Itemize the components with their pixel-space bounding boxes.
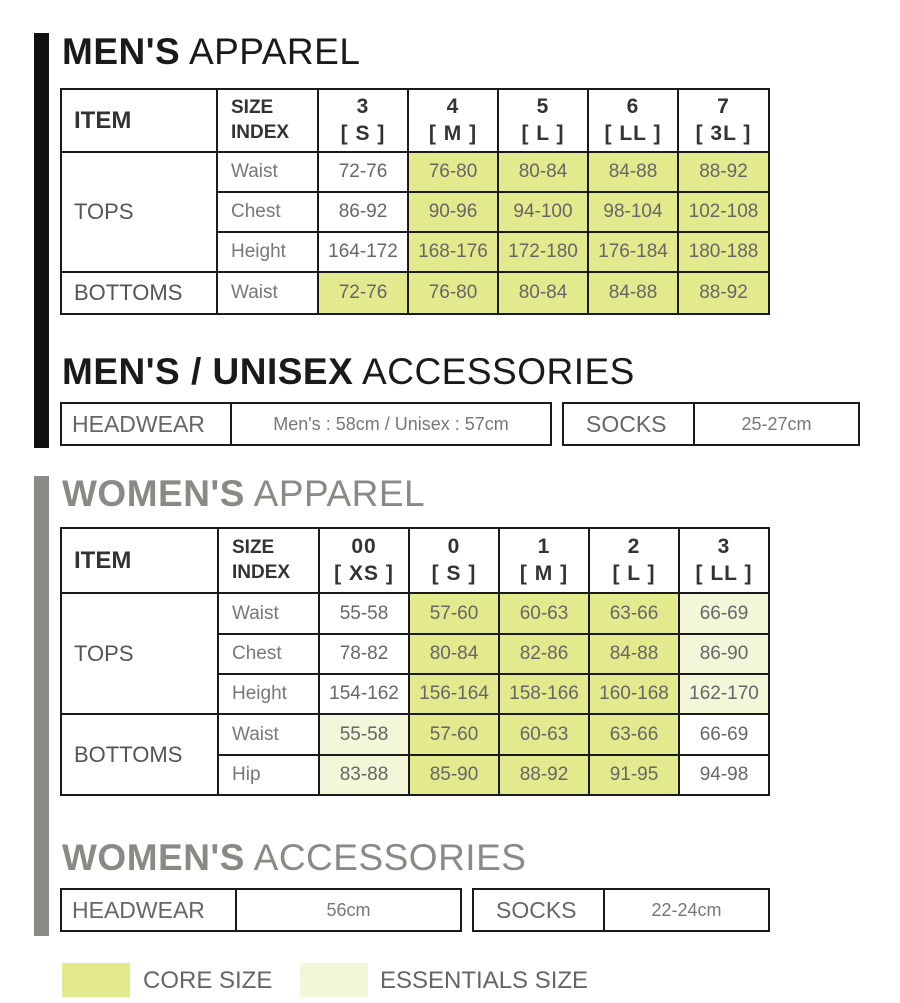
womens-accessories-heading: WOMEN'S ACCESSORIES — [62, 837, 527, 878]
size-cell: 94-100 — [498, 192, 588, 232]
table-row — [61, 714, 769, 755]
size-header: 6 [ LL ] — [588, 89, 678, 152]
size-cell: 168-176 — [408, 232, 498, 272]
table-row — [61, 152, 769, 192]
womens-socks-table — [472, 888, 770, 932]
size-cell: 90-96 — [408, 192, 498, 232]
size-cell: 94-98 — [679, 755, 769, 795]
size-cell: 76-80 — [408, 272, 498, 314]
mens-headwear-table — [60, 402, 552, 446]
size-header: 0 [ S ] — [409, 528, 499, 593]
size-cell: 164-172 — [318, 232, 408, 272]
measure-label: Hip — [218, 755, 319, 795]
size-cell: 57-60 — [409, 593, 499, 634]
size-cell: 84-88 — [588, 152, 678, 192]
size-cell: 57-60 — [409, 714, 499, 755]
size-cell: 82-86 — [499, 634, 589, 674]
measure-label: Waist — [218, 593, 319, 634]
headwear-label: HEADWEAR — [61, 889, 236, 931]
size-header: 00 [ XS ] — [319, 528, 409, 593]
size-cell: 63-66 — [589, 593, 679, 634]
size-cell: 162-170 — [679, 674, 769, 714]
bottoms-category: BOTTOMS — [61, 714, 218, 795]
size-cell: 78-82 — [319, 634, 409, 674]
measure-label: Height — [218, 674, 319, 714]
size-cell: 156-164 — [409, 674, 499, 714]
size-cell: 85-90 — [409, 755, 499, 795]
bottoms-category: BOTTOMS — [61, 272, 217, 314]
measure-label: Waist — [217, 152, 318, 192]
size-cell: 98-104 — [588, 192, 678, 232]
size-header: 2 [ L ] — [589, 528, 679, 593]
size-cell: 86-90 — [679, 634, 769, 674]
mens-apparel-heading: MEN'S APPAREL — [62, 31, 361, 72]
item-header: ITEM — [61, 528, 218, 593]
socks-label: SOCKS — [473, 889, 604, 931]
size-cell: 160-168 — [589, 674, 679, 714]
womens-section-bar — [34, 476, 49, 936]
size-cell: 60-63 — [499, 593, 589, 634]
mens-section-bar — [34, 33, 49, 448]
size-cell: 176-184 — [588, 232, 678, 272]
socks-value: 22-24cm — [604, 889, 769, 931]
size-cell: 154-162 — [319, 674, 409, 714]
size-cell: 102-108 — [678, 192, 769, 232]
essentials-size-swatch — [300, 963, 368, 997]
size-index-header: SIZE INDEX — [218, 528, 319, 593]
size-header: 1 [ M ] — [499, 528, 589, 593]
tops-category: TOPS — [61, 593, 218, 714]
table-row — [61, 593, 769, 634]
measure-label: Chest — [218, 634, 319, 674]
size-cell: 180-188 — [678, 232, 769, 272]
tops-category: TOPS — [61, 152, 217, 272]
item-header: ITEM — [61, 89, 217, 152]
size-cell: 88-92 — [678, 152, 769, 192]
core-size-label: CORE SIZE — [143, 967, 273, 994]
measure-label: Waist — [218, 714, 319, 755]
size-cell: 91-95 — [589, 755, 679, 795]
measure-label: Height — [217, 232, 318, 272]
table-row — [61, 272, 769, 314]
size-header: 3 [ S ] — [318, 89, 408, 152]
size-cell: 72-76 — [318, 272, 408, 314]
size-header: 3 [ LL ] — [679, 528, 769, 593]
size-cell: 80-84 — [409, 634, 499, 674]
socks-label: SOCKS — [563, 403, 694, 445]
size-cell: 55-58 — [319, 593, 409, 634]
mens-accessories-heading: MEN'S / UNISEX ACCESSORIES — [62, 351, 635, 392]
size-cell: 88-92 — [499, 755, 589, 795]
size-cell: 83-88 — [319, 755, 409, 795]
size-cell: 72-76 — [318, 152, 408, 192]
size-cell: 86-92 — [318, 192, 408, 232]
table-header-row — [61, 528, 769, 593]
headwear-label: HEADWEAR — [61, 403, 231, 445]
size-cell: 66-69 — [679, 714, 769, 755]
size-cell: 84-88 — [588, 272, 678, 314]
table-header-row — [61, 89, 769, 152]
mens-socks-table — [562, 402, 860, 446]
size-cell: 66-69 — [679, 593, 769, 634]
size-cell: 84-88 — [589, 634, 679, 674]
size-cell: 63-66 — [589, 714, 679, 755]
core-size-swatch — [62, 963, 130, 997]
size-index-header: SIZE INDEX — [217, 89, 318, 152]
size-cell: 158-166 — [499, 674, 589, 714]
essentials-size-label: ESSENTIALS SIZE — [380, 967, 589, 994]
size-cell: 80-84 — [498, 272, 588, 314]
size-cell: 76-80 — [408, 152, 498, 192]
size-cell: 60-63 — [499, 714, 589, 755]
size-header: 5 [ L ] — [498, 89, 588, 152]
mens-size-table — [60, 88, 770, 315]
size-cell: 172-180 — [498, 232, 588, 272]
measure-label: Waist — [217, 272, 318, 314]
headwear-value: Men's : 58cm / Unisex : 57cm — [231, 403, 551, 445]
socks-value: 25-27cm — [694, 403, 859, 445]
size-header: 7 [ 3L ] — [678, 89, 769, 152]
headwear-value: 56cm — [236, 889, 461, 931]
measure-label: Chest — [217, 192, 318, 232]
size-header: 4 [ M ] — [408, 89, 498, 152]
womens-apparel-heading: WOMEN'S APPAREL — [62, 473, 426, 514]
size-cell: 88-92 — [678, 272, 769, 314]
womens-headwear-table — [60, 888, 462, 932]
womens-size-table — [60, 527, 770, 796]
size-cell: 55-58 — [319, 714, 409, 755]
size-cell: 80-84 — [498, 152, 588, 192]
